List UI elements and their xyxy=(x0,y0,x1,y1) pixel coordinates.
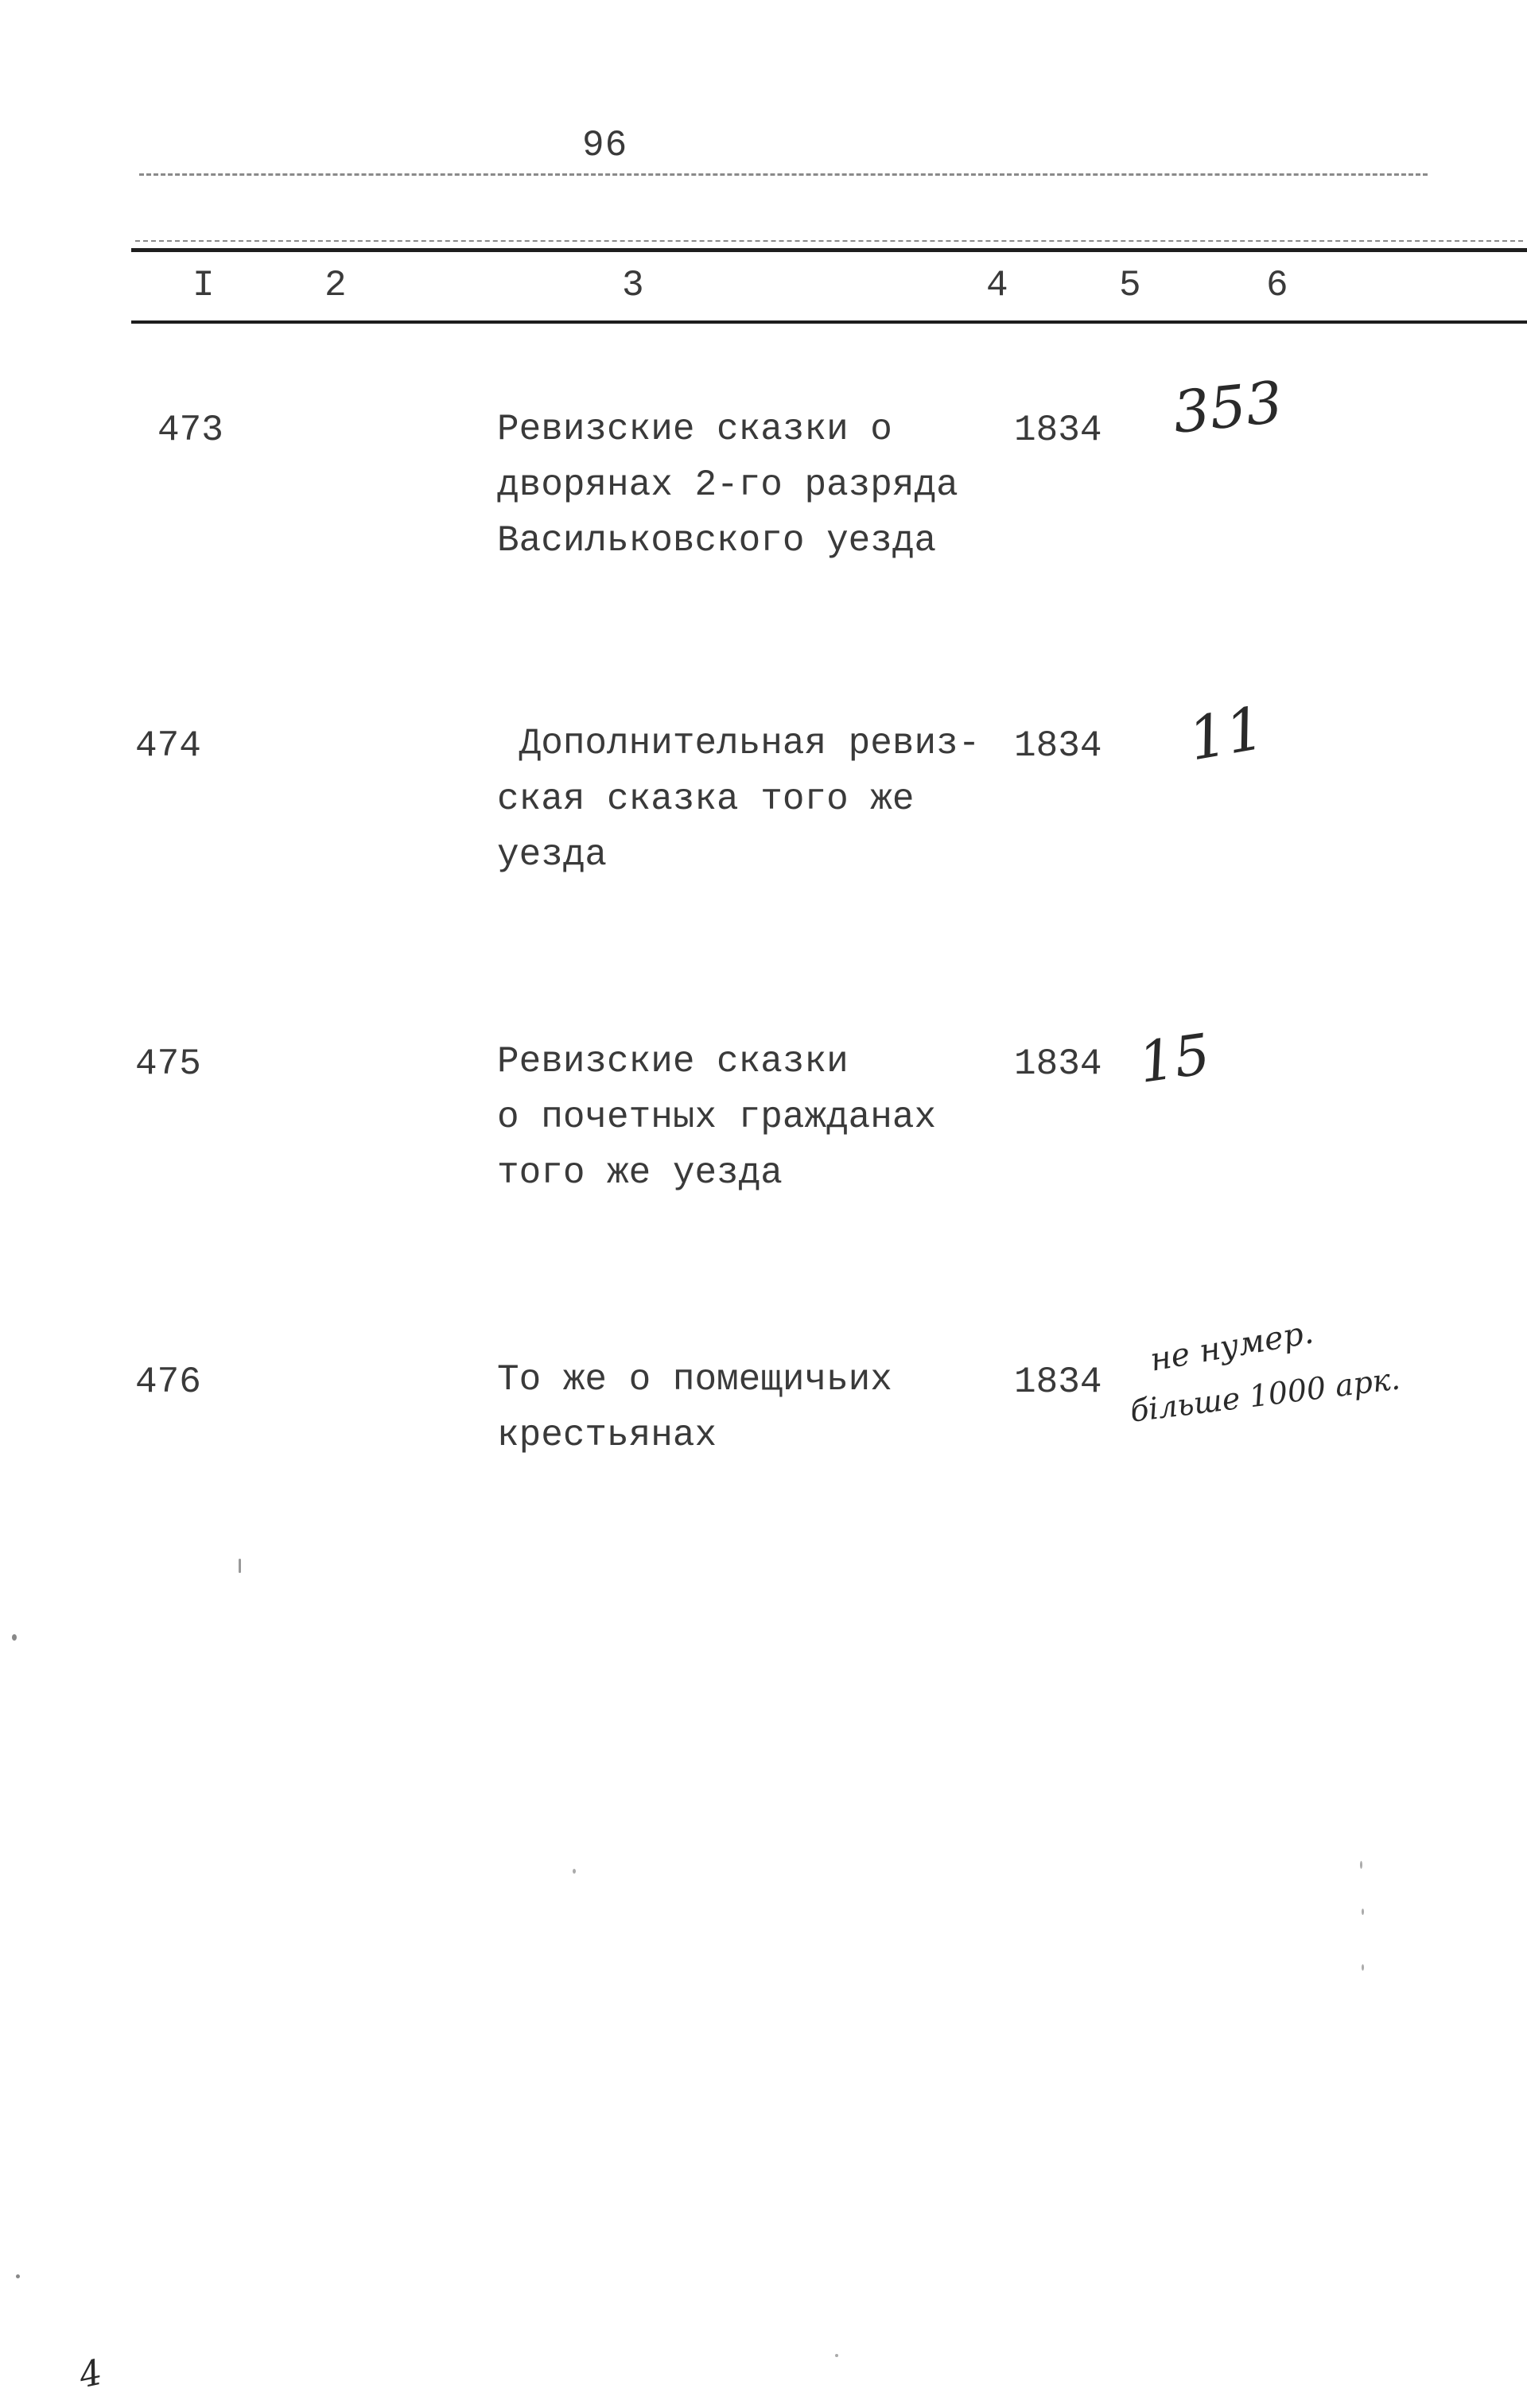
row-year: 1834 xyxy=(1014,725,1102,767)
row-year: 1834 xyxy=(1014,1043,1102,1085)
column-header-3: 3 xyxy=(622,265,644,306)
row-title-line: Дополнительная ревиз- xyxy=(497,723,981,764)
scan-speck xyxy=(835,2354,838,2357)
row-title-line: того же уезда xyxy=(497,1152,783,1194)
row-title xyxy=(497,402,1070,569)
row-title xyxy=(497,1352,1070,1463)
row-title-line: Ревизские сказки о xyxy=(497,409,892,450)
row-number: 476 xyxy=(135,1361,201,1403)
column-header-6: 6 xyxy=(1266,265,1288,306)
row-title-line: Васильковского уезда xyxy=(497,520,937,561)
row-title xyxy=(497,1034,1070,1201)
scan-speck xyxy=(573,1869,576,1874)
row-number: 475 xyxy=(135,1043,201,1085)
margin-handwritten-mark: 4 xyxy=(76,2352,106,2397)
handwritten-sheet-count: 11 xyxy=(1183,693,1269,775)
row-number: 474 xyxy=(135,725,201,767)
row-year: 1834 xyxy=(1014,1361,1102,1403)
handwritten-note-line: більше 1000 арк. xyxy=(1128,1361,1402,1429)
scan-speck xyxy=(239,1559,241,1573)
column-header-5: 5 xyxy=(1119,265,1141,306)
dotted-rule-top xyxy=(139,173,1428,176)
scan-speck xyxy=(12,1634,17,1641)
scan-speck xyxy=(1362,1964,1364,1971)
row-title-line: о почетных гражданах xyxy=(497,1097,937,1138)
row-title-line: уезда xyxy=(497,834,608,876)
row-title-line: То же о помещичьих xyxy=(497,1359,892,1400)
column-header-2: 2 xyxy=(324,265,347,306)
column-header-4: 4 xyxy=(986,265,1008,306)
row-title-line: Ревизские сказки xyxy=(497,1041,849,1082)
column-header-1: I xyxy=(192,265,215,306)
header-rule-bottom xyxy=(131,320,1527,324)
scan-speck xyxy=(16,2274,20,2278)
row-title-line: дворянах 2-го разряда xyxy=(497,464,958,506)
row-title-line: крестьянах xyxy=(497,1415,717,1456)
handwritten-note-line: не нумер. xyxy=(1147,1314,1316,1379)
page-number: 96 xyxy=(582,125,628,166)
handwritten-sheet-count: 15 xyxy=(1134,1021,1214,1096)
row-year: 1834 xyxy=(1014,410,1102,451)
row-number: 473 xyxy=(157,410,223,451)
row-title-line: ская сказка того же xyxy=(497,779,915,820)
scan-speck xyxy=(1362,1909,1364,1915)
handwritten-sheet-count: 353 xyxy=(1169,368,1286,446)
scan-speck xyxy=(1360,1861,1362,1869)
row-title xyxy=(497,716,1070,883)
header-rule-top xyxy=(131,248,1527,252)
dotted-rule-header xyxy=(135,240,1523,242)
